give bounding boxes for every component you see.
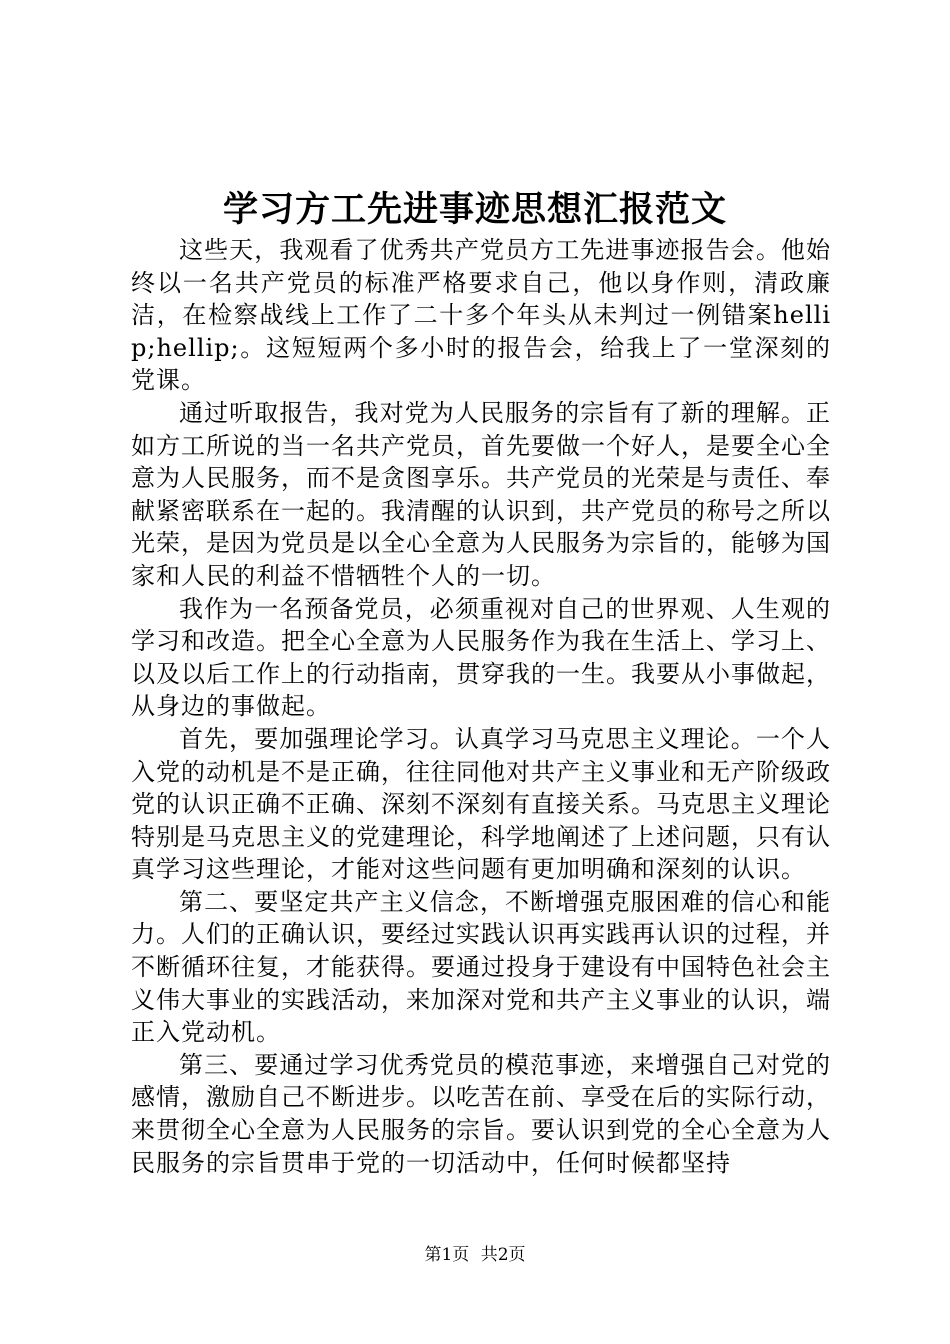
paragraph: 通过听取报告，我对党为人民服务的宗旨有了新的理解。正如方工所说的当一名共产党员，首先要做一个好人，是要全心全意为人民服务，而不是贪图享乐。共产党员的光荣是与责任、奉献紧密联系在一起的。我清醒的认识到，共产党员的称号之所以光荣，是因为党员是以全心全意为人民服务为宗旨的，能够为国家和人民的利益不惜牺牲个人的一切。 [131,398,831,590]
paragraph: 第三、要通过学习优秀党员的模范事迹，来增强自己对党的感情，激励自己不断进步。以吃苦在前、享受在后的实际行动，来贯彻全心全意为人民服务的宗旨。要认识到党的全心全意为人民服务的宗旨贯串于党的一切活动中，任何时候都坚持 [131,1050,831,1177]
paragraph: 第二、要坚定共产主义信念，不断增强克服困难的信心和能力。人们的正确认识，要经过实践认识再实践再认识的过程，并不断循环往复，才能获得。要通过投身于建设有中国特色社会主义伟大事业的实践活动，来加深对党和共产主义事业的认识，端正入党动机。 [131,887,831,1047]
paragraph: 我作为一名预备党员，必须重视对自己的世界观、人生观的学习和改造。把全心全意为人民服务作为我在生活上、学习上、以及以后工作上的行动指南，贯穿我的一生。我要从小事做起，从身边的事做起。 [131,594,831,721]
page-footer [0,1243,950,1267]
document-body [131,234,831,1179]
page-number: 第1页 [424,1245,470,1265]
paragraph: 首先，要加强理论学习。认真学习马克思主义理论。一个人入党的动机是不是正确，往往同他对共产主义事业和无产阶级政党的认识正确不正确、深刻不深刻有直接关系。马克思主义理论特别是马克思主义的党建理论，科学地阐述了上述问题，只有认真学习这些理论，才能对这些问题有更加明确和深刻的认识。 [131,724,831,884]
paragraph: 这些天，我观看了优秀共产党员方工先进事迹报告会。他始终以一名共产党员的标准严格要求自己，他以身作则，清政廉洁，在检察战线上工作了二十多个年头从未判过一例错案hellip;hellip;。这短短两个多小时的报告会，给我上了一堂深刻的党课。 [131,236,831,395]
page-total: 共2页 [480,1245,526,1265]
document-title: 学习方工先进事迹思想汇报范文 [222,189,727,230]
